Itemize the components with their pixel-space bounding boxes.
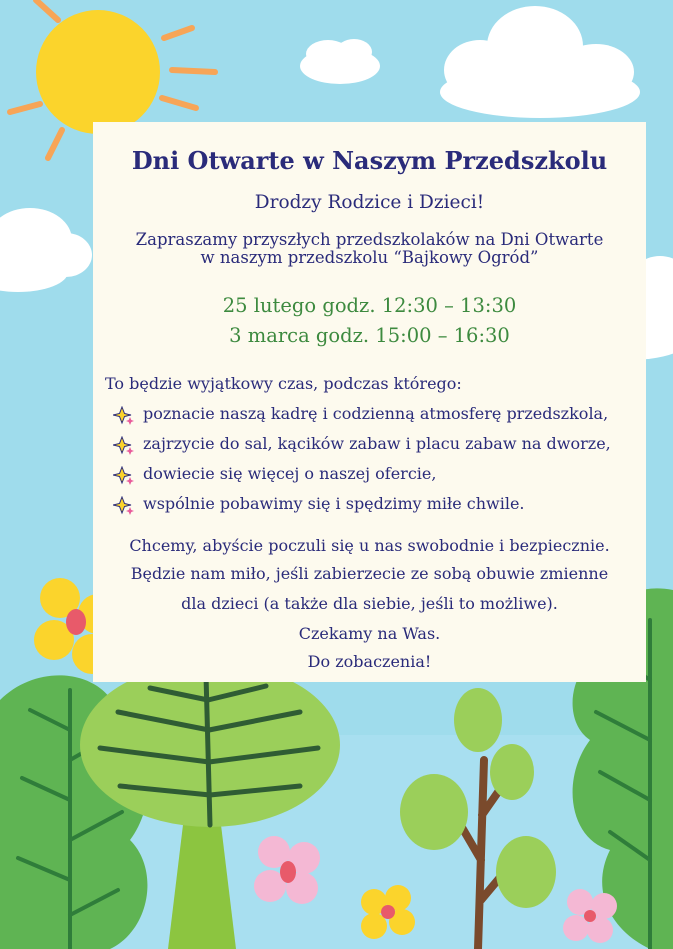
closing-line: Do zobaczenia!: [307, 652, 432, 671]
page-title: Dni Otwarte w Naszym Przedszkolu: [131, 146, 608, 175]
sparkle-icon: [113, 436, 135, 456]
bullet-text: poznacie naszą kadrę i codzienną atmosferę przedszkola,: [143, 404, 609, 423]
date-line: 25 lutego godz. 12:30 – 13:30: [222, 294, 517, 317]
greeting: Drodzy Rodzice i Dzieci!: [254, 192, 485, 213]
bullet-item: [113, 434, 653, 456]
sparkle-icon: [113, 466, 135, 486]
bullet-item: [113, 404, 653, 426]
bullet-item: [113, 494, 653, 516]
closing-line: Będzie nam miło, jeśli zabierzecie ze sobą obuwie zmienne: [130, 564, 609, 583]
bullet-text: dowiecie się więcej o naszej ofercie,: [143, 464, 437, 483]
invitation-line: w naszym przedszkolu “Bajkowy Ogród”: [200, 248, 539, 267]
bullet-text: zajrzycie do sal, kącików zabaw i placu zabaw na dworze,: [143, 434, 611, 453]
invitation-line: Zapraszamy przyszłych przedszkolaków na Dni Otwarte: [135, 230, 604, 249]
intro-text: To będzie wyjątkowy czas, podczas którego:: [105, 374, 462, 393]
date-line: 3 marca godz. 15:00 – 16:30: [229, 324, 510, 347]
closing-line: Czekamy na Was.: [298, 624, 441, 643]
closing-line: dla dzieci (a także dla siebie, jeśli to możliwe).: [181, 594, 558, 613]
sparkle-icon: [113, 496, 135, 516]
invitation-card: [93, 122, 646, 682]
sparkle-icon: [113, 406, 135, 426]
pink-flower-right-icon: [563, 889, 617, 943]
bullet-item: [113, 464, 653, 486]
closing-line: Chcemy, abyście poczuli się u nas swobodnie i bezpiecznie.: [129, 536, 610, 555]
bullet-text: wspólnie pobawimy się i spędzimy miłe chwile.: [143, 494, 525, 513]
cloud-top-center-icon: [300, 39, 380, 84]
